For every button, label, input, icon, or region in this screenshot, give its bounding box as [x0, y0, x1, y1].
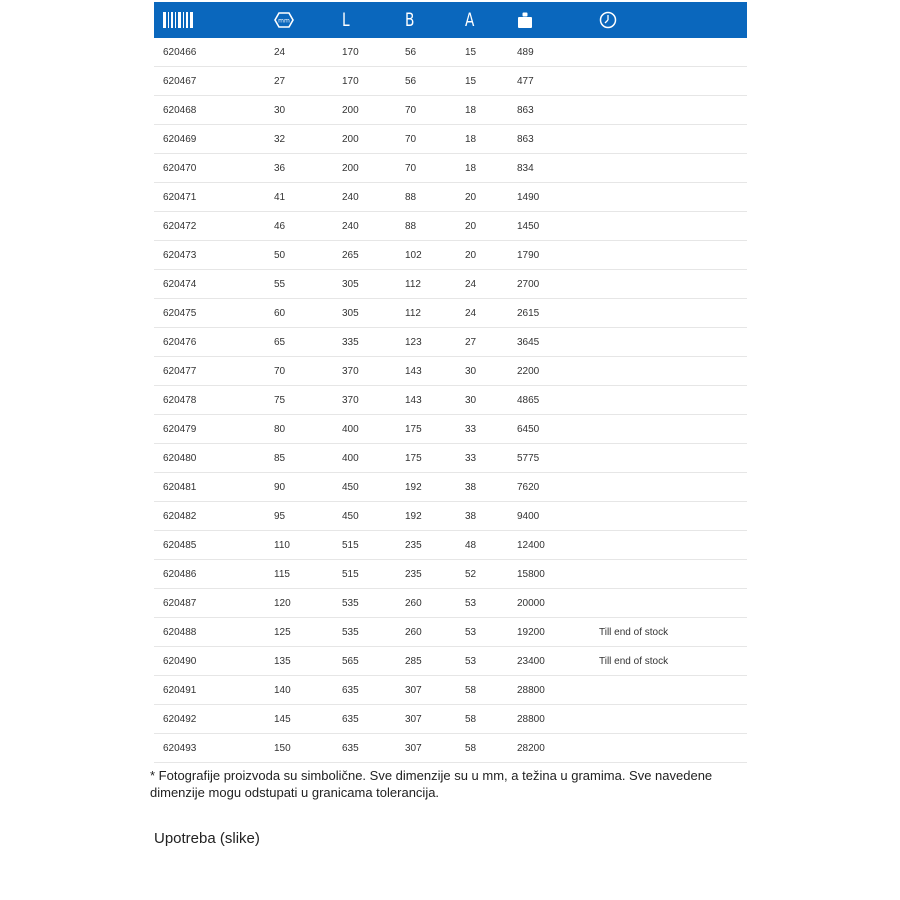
- table-row: [154, 618, 747, 647]
- availability-cell: Till end of stock: [599, 618, 747, 647]
- availability-cell: [599, 560, 747, 589]
- table-header-row: [154, 2, 747, 38]
- availability-cell: [599, 154, 747, 183]
- table-row: [154, 328, 747, 357]
- weight-cell: 4865: [517, 386, 599, 415]
- availability-cell: [599, 270, 747, 299]
- product-code-cell: 620474: [154, 270, 274, 299]
- size-cell: 115: [274, 560, 342, 589]
- table-row: [154, 299, 747, 328]
- width-header-label: B: [405, 9, 415, 31]
- a-cell: 58: [465, 705, 517, 734]
- header-length-cell: [342, 2, 405, 38]
- a-cell: 48: [465, 531, 517, 560]
- table-body: [154, 38, 747, 763]
- availability-cell: [599, 328, 747, 357]
- table-row: [154, 96, 747, 125]
- size-cell: 70: [274, 357, 342, 386]
- width-cell: 56: [405, 38, 465, 67]
- availability-cell: [599, 415, 747, 444]
- size-cell: 140: [274, 676, 342, 705]
- size-cell: 125: [274, 618, 342, 647]
- width-cell: 307: [405, 705, 465, 734]
- a-cell: 58: [465, 734, 517, 763]
- table-row: [154, 154, 747, 183]
- availability-cell: [599, 96, 747, 125]
- weight-cell: 28800: [517, 676, 599, 705]
- product-code-cell: 620480: [154, 444, 274, 473]
- length-cell: 450: [342, 502, 405, 531]
- length-cell: 240: [342, 183, 405, 212]
- size-cell: 80: [274, 415, 342, 444]
- availability-cell: [599, 473, 747, 502]
- table-row: [154, 676, 747, 705]
- width-cell: 70: [405, 154, 465, 183]
- availability-cell: [599, 502, 747, 531]
- size-cell: 32: [274, 125, 342, 154]
- table-row: [154, 183, 747, 212]
- availability-cell: Till end of stock: [599, 647, 747, 676]
- width-cell: 70: [405, 125, 465, 154]
- availability-cell: [599, 38, 747, 67]
- length-cell: 635: [342, 705, 405, 734]
- weight-cell: 489: [517, 38, 599, 67]
- size-cell: 30: [274, 96, 342, 125]
- size-cell: 36: [274, 154, 342, 183]
- weight-cell: 23400: [517, 647, 599, 676]
- width-cell: 235: [405, 560, 465, 589]
- length-cell: 370: [342, 357, 405, 386]
- header-size-cell: [274, 2, 342, 38]
- a-cell: 38: [465, 473, 517, 502]
- width-cell: 143: [405, 386, 465, 415]
- weight-cell: 19200: [517, 618, 599, 647]
- product-code-cell: 620468: [154, 96, 274, 125]
- length-cell: 170: [342, 67, 405, 96]
- header-availability-cell: [599, 2, 747, 38]
- weight-cell: 12400: [517, 531, 599, 560]
- size-cell: 110: [274, 531, 342, 560]
- a-cell: 18: [465, 96, 517, 125]
- size-cell: 41: [274, 183, 342, 212]
- availability-cell: [599, 531, 747, 560]
- width-cell: 112: [405, 299, 465, 328]
- product-code-cell: 620471: [154, 183, 274, 212]
- table-row: [154, 67, 747, 96]
- a-cell: 20: [465, 241, 517, 270]
- product-code-cell: 620493: [154, 734, 274, 763]
- width-cell: 112: [405, 270, 465, 299]
- product-code-cell: 620490: [154, 647, 274, 676]
- table-row: [154, 647, 747, 676]
- length-cell: 400: [342, 415, 405, 444]
- availability-cell: [599, 357, 747, 386]
- width-cell: 307: [405, 734, 465, 763]
- a-cell: 18: [465, 125, 517, 154]
- width-cell: 70: [405, 96, 465, 125]
- length-cell: 635: [342, 676, 405, 705]
- length-cell: 450: [342, 473, 405, 502]
- length-cell: 200: [342, 125, 405, 154]
- product-code-cell: 620487: [154, 589, 274, 618]
- product-code-cell: 620473: [154, 241, 274, 270]
- table-row: [154, 560, 747, 589]
- width-cell: 235: [405, 531, 465, 560]
- product-code-cell: 620477: [154, 357, 274, 386]
- header-width-cell: [405, 2, 465, 38]
- width-cell: 143: [405, 357, 465, 386]
- availability-cell: [599, 183, 747, 212]
- table-row: [154, 125, 747, 154]
- weight-cell: 5775: [517, 444, 599, 473]
- a-cell: 53: [465, 589, 517, 618]
- size-cell: 90: [274, 473, 342, 502]
- availability-cell: [599, 705, 747, 734]
- width-cell: 123: [405, 328, 465, 357]
- a-cell: 33: [465, 444, 517, 473]
- size-cell: 145: [274, 705, 342, 734]
- length-cell: 515: [342, 531, 405, 560]
- size-cell: 60: [274, 299, 342, 328]
- width-cell: 192: [405, 502, 465, 531]
- length-cell: 370: [342, 386, 405, 415]
- table-row: [154, 531, 747, 560]
- size-cell: 55: [274, 270, 342, 299]
- length-cell: 515: [342, 560, 405, 589]
- table-row: [154, 270, 747, 299]
- length-cell: 635: [342, 734, 405, 763]
- a-cell: 24: [465, 270, 517, 299]
- width-cell: 307: [405, 676, 465, 705]
- length-cell: 305: [342, 270, 405, 299]
- weight-cell: 6450: [517, 415, 599, 444]
- usage-heading: Upotreba (slike): [154, 830, 260, 847]
- length-cell: 335: [342, 328, 405, 357]
- table-row: [154, 589, 747, 618]
- product-code-cell: 620486: [154, 560, 274, 589]
- a-cell: 30: [465, 386, 517, 415]
- availability-cell: [599, 241, 747, 270]
- availability-cell: [599, 67, 747, 96]
- a-cell: 53: [465, 647, 517, 676]
- product-code-cell: 620492: [154, 705, 274, 734]
- length-cell: 240: [342, 212, 405, 241]
- a-cell: 53: [465, 618, 517, 647]
- barcode-icon: [163, 12, 193, 28]
- mm-nut-icon: [274, 12, 294, 28]
- header-a-cell: [465, 2, 517, 38]
- weight-cell: 863: [517, 96, 599, 125]
- weight-cell: 7620: [517, 473, 599, 502]
- availability-cell: [599, 444, 747, 473]
- table-row: [154, 705, 747, 734]
- size-cell: 27: [274, 67, 342, 96]
- table-row: [154, 415, 747, 444]
- product-code-cell: 620482: [154, 502, 274, 531]
- a-cell: 30: [465, 357, 517, 386]
- availability-cell: [599, 734, 747, 763]
- width-cell: 56: [405, 67, 465, 96]
- table-row: [154, 38, 747, 67]
- length-cell: 565: [342, 647, 405, 676]
- weight-cell: 28200: [517, 734, 599, 763]
- length-cell: 170: [342, 38, 405, 67]
- width-cell: 175: [405, 444, 465, 473]
- size-cell: 46: [274, 212, 342, 241]
- product-code-cell: 620475: [154, 299, 274, 328]
- width-cell: 88: [405, 183, 465, 212]
- weight-icon: [517, 12, 533, 28]
- product-code-cell: 620467: [154, 67, 274, 96]
- availability-cell: [599, 386, 747, 415]
- product-code-cell: 620470: [154, 154, 274, 183]
- table-row: [154, 212, 747, 241]
- product-code-cell: 620488: [154, 618, 274, 647]
- width-cell: 88: [405, 212, 465, 241]
- availability-cell: [599, 589, 747, 618]
- a-cell: 18: [465, 154, 517, 183]
- footnote: * Fotografije proizvoda su simbolične. Sve dimenzije su u mm, a težina u gramima. Sve navedene dimenzije mogu odstupati u granicama tolerancija.: [150, 768, 713, 800]
- a-header-label: A: [465, 9, 475, 31]
- table-row: [154, 241, 747, 270]
- a-cell: 33: [465, 415, 517, 444]
- product-code-cell: 620481: [154, 473, 274, 502]
- a-cell: 58: [465, 676, 517, 705]
- width-cell: 192: [405, 473, 465, 502]
- mm-icon-label: mm: [278, 17, 290, 25]
- size-cell: 120: [274, 589, 342, 618]
- product-table: [154, 2, 747, 763]
- length-cell: 305: [342, 299, 405, 328]
- size-cell: 135: [274, 647, 342, 676]
- table-row: [154, 734, 747, 763]
- weight-cell: 863: [517, 125, 599, 154]
- length-header-label: L: [342, 9, 350, 31]
- width-cell: 260: [405, 589, 465, 618]
- availability-cell: [599, 212, 747, 241]
- a-cell: 20: [465, 183, 517, 212]
- size-cell: 24: [274, 38, 342, 67]
- table-row: [154, 357, 747, 386]
- size-cell: 75: [274, 386, 342, 415]
- a-cell: 52: [465, 560, 517, 589]
- weight-cell: 28800: [517, 705, 599, 734]
- weight-cell: 2615: [517, 299, 599, 328]
- availability-cell: [599, 676, 747, 705]
- length-cell: 265: [342, 241, 405, 270]
- size-cell: 50: [274, 241, 342, 270]
- product-code-cell: 620469: [154, 125, 274, 154]
- availability-cell: [599, 299, 747, 328]
- width-cell: 175: [405, 415, 465, 444]
- product-code-cell: 620472: [154, 212, 274, 241]
- a-cell: 15: [465, 67, 517, 96]
- table-row: [154, 444, 747, 473]
- table-row: [154, 502, 747, 531]
- length-cell: 200: [342, 154, 405, 183]
- weight-cell: 477: [517, 67, 599, 96]
- a-cell: 15: [465, 38, 517, 67]
- length-cell: 535: [342, 618, 405, 647]
- weight-cell: 9400: [517, 502, 599, 531]
- size-cell: 85: [274, 444, 342, 473]
- a-cell: 24: [465, 299, 517, 328]
- product-code-cell: 620466: [154, 38, 274, 67]
- weight-cell: 834: [517, 154, 599, 183]
- clock-icon: [599, 11, 617, 29]
- weight-cell: 3645: [517, 328, 599, 357]
- product-code-cell: 620478: [154, 386, 274, 415]
- width-cell: 260: [405, 618, 465, 647]
- size-cell: 65: [274, 328, 342, 357]
- size-cell: 150: [274, 734, 342, 763]
- a-cell: 20: [465, 212, 517, 241]
- length-cell: 535: [342, 589, 405, 618]
- length-cell: 400: [342, 444, 405, 473]
- weight-cell: 2700: [517, 270, 599, 299]
- table-row: [154, 386, 747, 415]
- product-code-cell: 620491: [154, 676, 274, 705]
- header-weight-cell: [517, 2, 599, 38]
- product-code-cell: 620479: [154, 415, 274, 444]
- weight-cell: 1490: [517, 183, 599, 212]
- weight-cell: 20000: [517, 589, 599, 618]
- weight-cell: 1790: [517, 241, 599, 270]
- weight-cell: 1450: [517, 212, 599, 241]
- size-cell: 95: [274, 502, 342, 531]
- product-code-cell: 620476: [154, 328, 274, 357]
- length-cell: 200: [342, 96, 405, 125]
- a-cell: 27: [465, 328, 517, 357]
- weight-cell: 2200: [517, 357, 599, 386]
- table-row: [154, 473, 747, 502]
- header-code-cell: [154, 2, 274, 38]
- a-cell: 38: [465, 502, 517, 531]
- availability-cell: [599, 125, 747, 154]
- width-cell: 102: [405, 241, 465, 270]
- width-cell: 285: [405, 647, 465, 676]
- product-code-cell: 620485: [154, 531, 274, 560]
- weight-cell: 15800: [517, 560, 599, 589]
